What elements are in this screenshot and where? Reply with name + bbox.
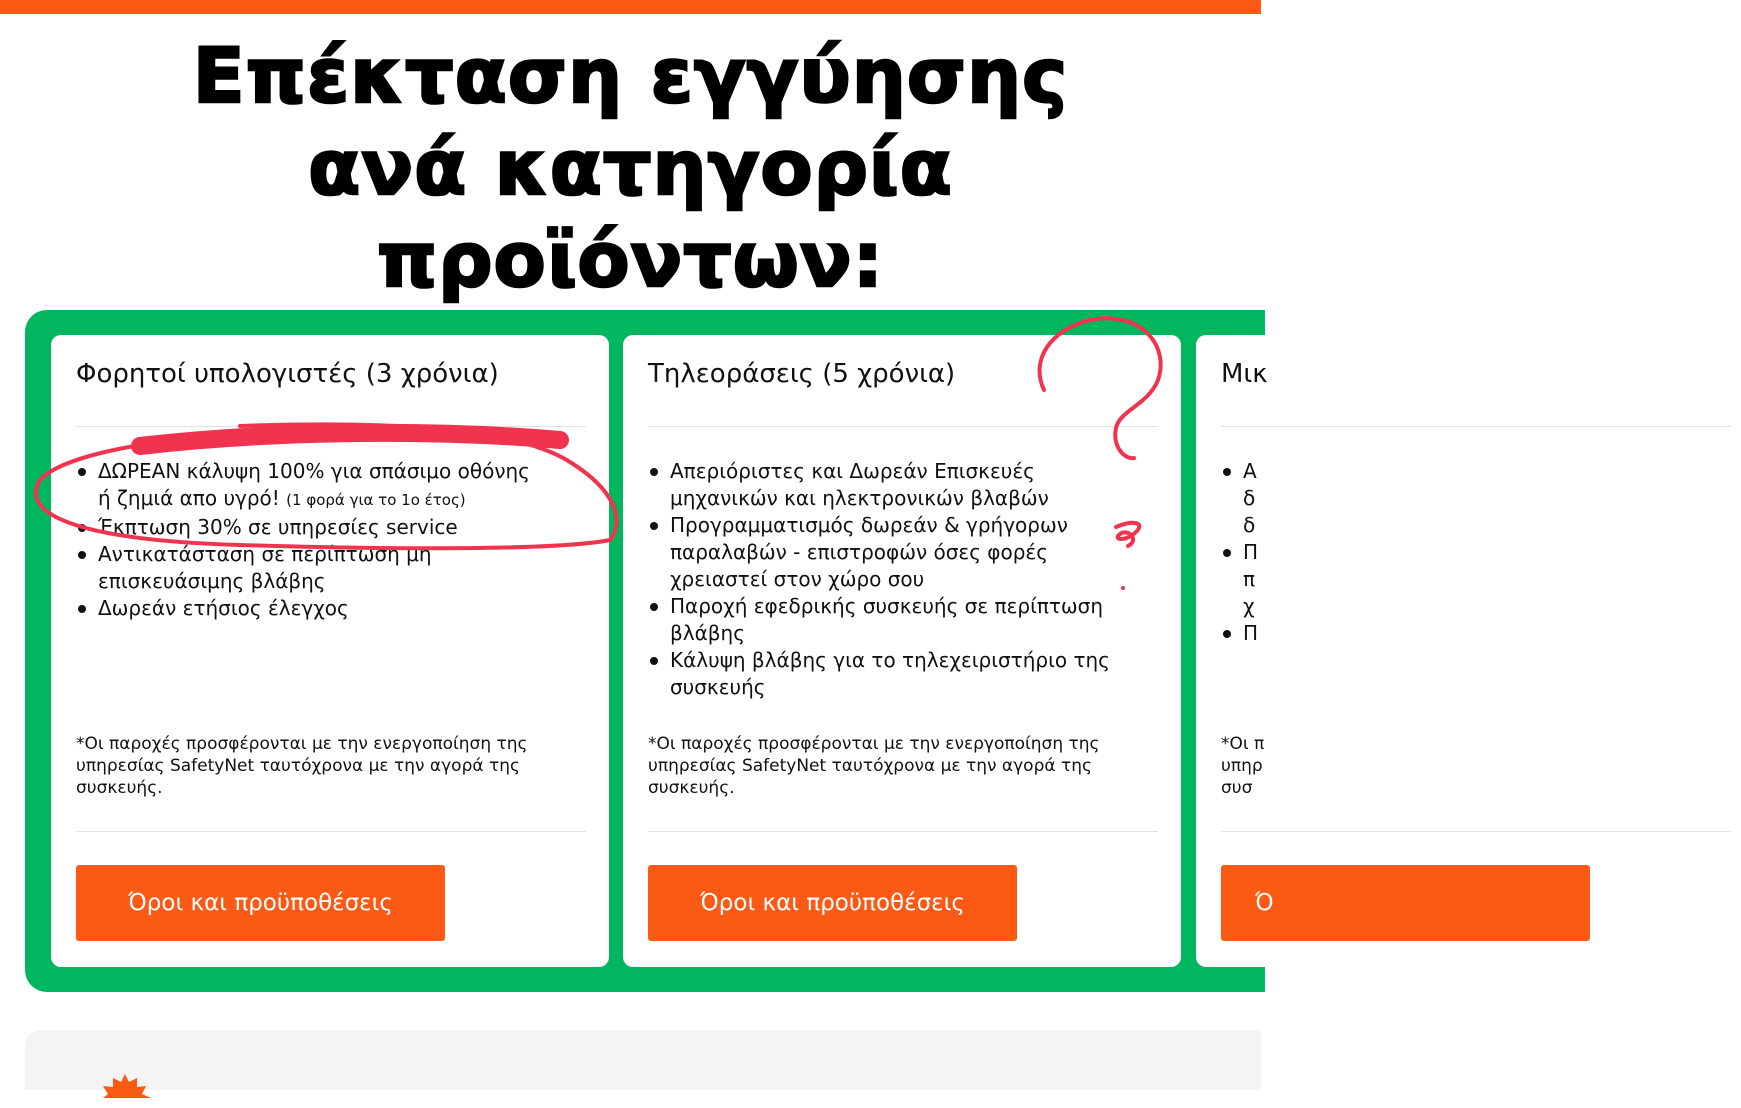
list-item-text: επισκευάσιμης βλάβης	[98, 569, 326, 593]
list-item	[648, 593, 1158, 647]
list-item-text: παραλαβών - επιστροφών όσες φορές	[670, 540, 1048, 564]
terms-button[interactable]: Όροι και προϋποθέσεις	[648, 865, 1017, 941]
page-title-line: προϊόντων:	[376, 215, 885, 304]
list-item-note: (1 φορά για το 1ο έτος)	[286, 491, 466, 509]
list-item-text: Προγραμματισμός δωρεάν & γρήγορων	[670, 513, 1068, 537]
list-item-text: Αντικατάσταση σε περίπτωση μη	[98, 542, 432, 566]
list-item	[648, 458, 1158, 512]
footnote-line: *Οι παροχές προσφέρονται με την ενεργοποίηση της	[76, 734, 528, 754]
list-item-text: συσκευής	[670, 675, 766, 699]
card-laptops	[51, 335, 609, 967]
list-item-text: δ	[1243, 486, 1256, 510]
benefits-list	[648, 458, 1158, 701]
card-title: Τηλεοράσεις (5 χρόνια)	[648, 359, 956, 389]
footnote	[76, 733, 596, 799]
list-item	[648, 512, 1158, 593]
list-item	[76, 595, 586, 622]
list-item	[1221, 458, 1731, 539]
page-title-line: Επέκταση εγγύησης	[192, 31, 1069, 120]
list-item-text: Έκπτωση 30% σε υπηρεσίες service	[98, 515, 458, 539]
footnote	[1221, 733, 1741, 799]
divider	[1221, 831, 1731, 832]
list-item	[648, 647, 1158, 701]
list-item-text: χ	[1243, 594, 1255, 618]
divider	[648, 831, 1158, 832]
list-item	[76, 458, 586, 514]
card-title: Φορητοί υπολογιστές (3 χρόνια)	[76, 359, 499, 389]
footnote-line: υπηρεσίας SafetyNet ταυτόχρονα με την αγορά της	[648, 756, 1092, 776]
terms-button[interactable]: Ό	[1221, 865, 1590, 941]
list-item-text: Π	[1243, 540, 1259, 564]
list-item-text: ή ζημιά απο υγρό!	[98, 486, 287, 510]
list-item-text: Παροχή εφεδρικής συσκευής σε περίπτωση	[670, 594, 1104, 618]
footnote-line: *Οι παροχές προσφέρονται με την ενεργοποίηση της	[648, 734, 1100, 754]
divider	[1221, 426, 1731, 427]
list-item	[1221, 539, 1731, 620]
page-title-line: ανά κατηγορία	[308, 123, 953, 212]
list-item-text: Α	[1243, 459, 1257, 483]
divider	[76, 426, 586, 427]
list-item-text: χρειαστεί στον χώρο σου	[670, 567, 925, 591]
divider	[648, 426, 1158, 427]
card-tvs	[623, 335, 1181, 967]
footnote-line: υπηρ	[1221, 756, 1263, 776]
footnote-line: υπηρεσίας SafetyNet ταυτόχρονα με την αγορά της	[76, 756, 520, 776]
list-item-text: Π	[1243, 621, 1259, 645]
terms-button[interactable]: Όροι και προϋποθέσεις	[76, 865, 445, 941]
footnote-line: *Οι π	[1221, 734, 1265, 754]
list-item-text: ΔΩΡΕΑΝ κάλυψη 100% για σπάσιμο οθόνης	[98, 459, 530, 483]
starburst-icon	[85, 1068, 165, 1108]
footnote-line: συσ	[1221, 778, 1253, 798]
benefits-list	[76, 458, 586, 622]
benefits-list	[1221, 458, 1731, 647]
footnote	[648, 733, 1168, 799]
card-title: Μικ	[1221, 359, 1268, 389]
list-item	[76, 514, 586, 541]
footnote-line: συσκευής.	[76, 778, 163, 798]
card-partial	[1196, 335, 1276, 967]
list-item-text: μηχανικών και ηλεκτρονικών βλαβών	[670, 486, 1049, 510]
page-title	[0, 30, 1261, 306]
divider	[76, 831, 586, 832]
list-item-text: βλάβης	[670, 621, 745, 645]
list-item-text: Κάλυψη βλάβης για το τηλεχειριστήριο της	[670, 648, 1110, 672]
list-item	[1221, 620, 1731, 647]
list-item	[76, 541, 586, 595]
bottom-section	[25, 1030, 1261, 1090]
list-item-text: π	[1243, 567, 1256, 591]
list-item-text: Δωρεάν ετήσιος έλεγχος	[98, 596, 349, 620]
top-orange-bar	[0, 0, 1261, 14]
footnote-line: συσκευής.	[648, 778, 735, 798]
list-item-text: Απεριόριστες και Δωρεάν Επισκευές	[670, 459, 1035, 483]
list-item-text: δ	[1243, 513, 1256, 537]
